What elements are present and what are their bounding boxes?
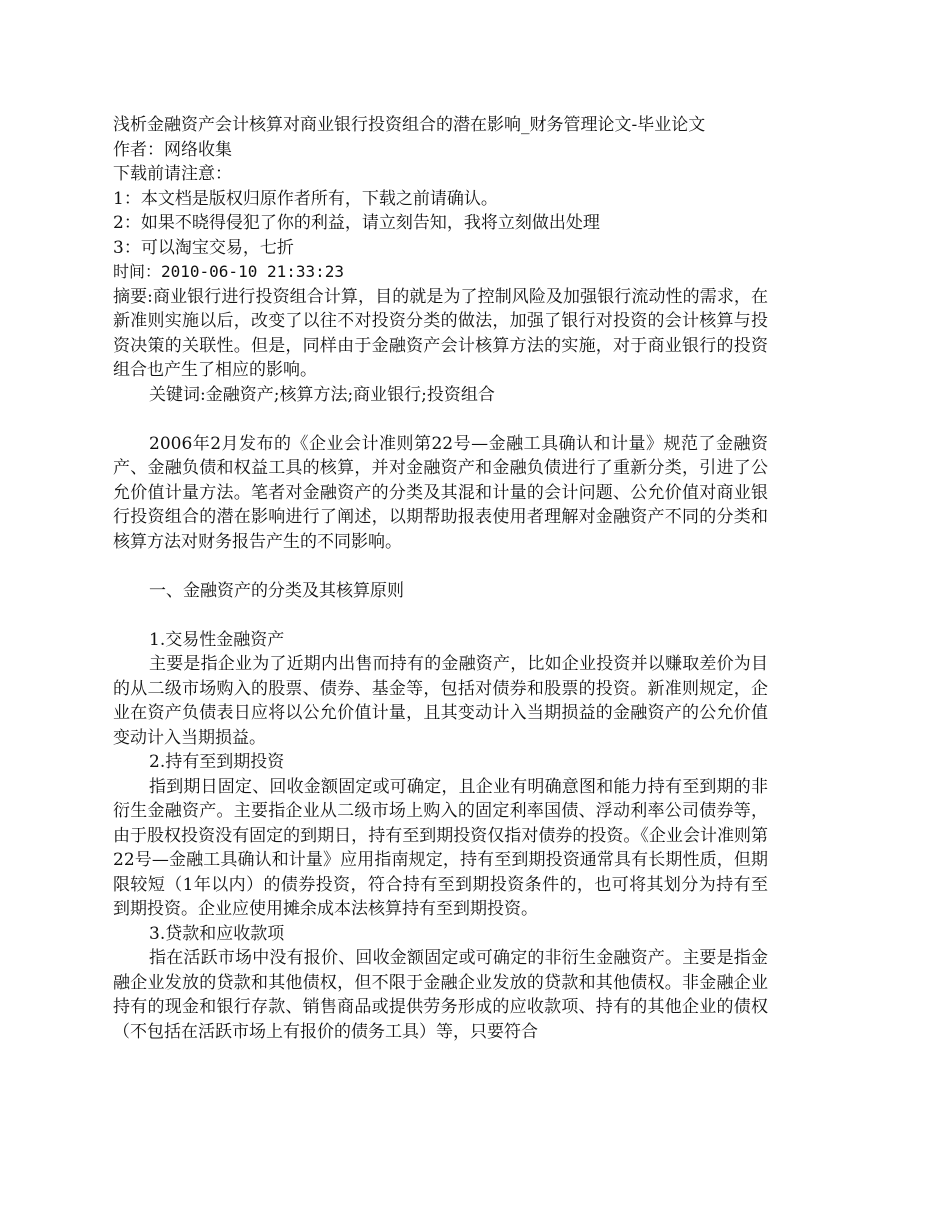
notice-item: 1：本文档是版权归原作者所有，下载之前请确认。: [113, 188, 498, 209]
abstract-paragraph: 摘要:商业银行进行投资组合计算，目的就是为了控制风险及加强银行流动性的需求，在新准则实施以后，改变了以往不对投资分类的做法，加强了银行对投资的会计核算与投资决策的关联性。但是，同样由于金融资产会计核算方法的实施，对于商业银行的投资组合也产生了相应的影响。: [113, 286, 768, 380]
intro-paragraph: 2006年2月发布的《企业会计准则第22号—金融工具确认和计量》规范了金融资产、金融负债和权益工具的核算，并对金融资产和金融负债进行了重新分类，引进了公允价值计量方法。笔者对金融资产的分类及其混和计量的会计问题、公允价值对商业银行投资组合的潜在影响进行了阐述，以期帮助报表使用者理解对金融资产不同的分类和核算方法对财务报告产生的不同影响。: [113, 433, 768, 552]
time-line: 时间：2010-06-10 21:33:23: [113, 262, 345, 281]
subsection-heading: 1.交易性金融资产: [149, 629, 285, 650]
spacer: [113, 554, 768, 579]
document-content: [113, 113, 768, 1044]
spacer: [113, 407, 768, 432]
subsection-heading: 2.持有至到期投资: [149, 752, 285, 772]
author-line: 作者：网络收集: [113, 139, 232, 160]
notice-item: 3：可以淘宝交易，七折: [113, 237, 294, 258]
subsection-body: 指到期日固定、回收金额固定或可确定，且企业有明确意图和能力持有至到期的非衍生金融资产。主要指企业从二级市场上购入的固定利率国债、浮动利率公司债券等，由于股权投资没有固定的到期日，持有至到期投资仅指对债券的投资。《企业会计准则第22号—金融工具确认和计量》应用指南规定，持有至到期投资通常具有长期性质，但期限较短（1年以内）的债券投资，符合持有至到期投资条件的，也可将其划分为持有至到期投资。企业应使用摊余成本法核算持有至到期投资。: [113, 776, 768, 919]
document-title: 浅析金融资产会计核算对商业银行投资组合的潜在影响_财务管理论文-毕业论文: [113, 115, 706, 135]
notice-heading: 下载前请注意：: [113, 164, 232, 184]
subsection-body: 指在活跃市场中没有报价、回收金额固定或可确定的非衍生金融资产。主要是指金融企业发放的贷款和其他债权，但不限于金融企业发放的贷款和其他债权。非金融企业持有的现金和银行存款、销售商品或提供劳务形成的应收款项、持有的其他企业的债权（不包括在活跃市场上有报价的债务工具）等，只要符合: [113, 948, 768, 1042]
notice-item: 2：如果不晓得侵犯了你的利益，请立刻告知，我将立刻做出处理: [113, 213, 600, 233]
section-heading: 一、金融资产的分类及其核算原则: [149, 580, 404, 601]
subsection-heading: 3.贷款和应收款项: [149, 923, 285, 944]
subsection-body: 主要是指企业为了近期内出售而持有的金融资产，比如企业投资并以赚取差价为目的从二级市场购入的股票、债券、基金等，包括对债券和股票的投资。新准则规定，企业在资产负债表日应将以公允价值计量，且其变动计入当期损益的金融资产的公允价值变动计入当期损益。: [113, 654, 768, 748]
spacer: [113, 603, 768, 628]
keywords-line: 关键词:金融资产;核算方法;商业银行;投资组合: [149, 384, 495, 405]
